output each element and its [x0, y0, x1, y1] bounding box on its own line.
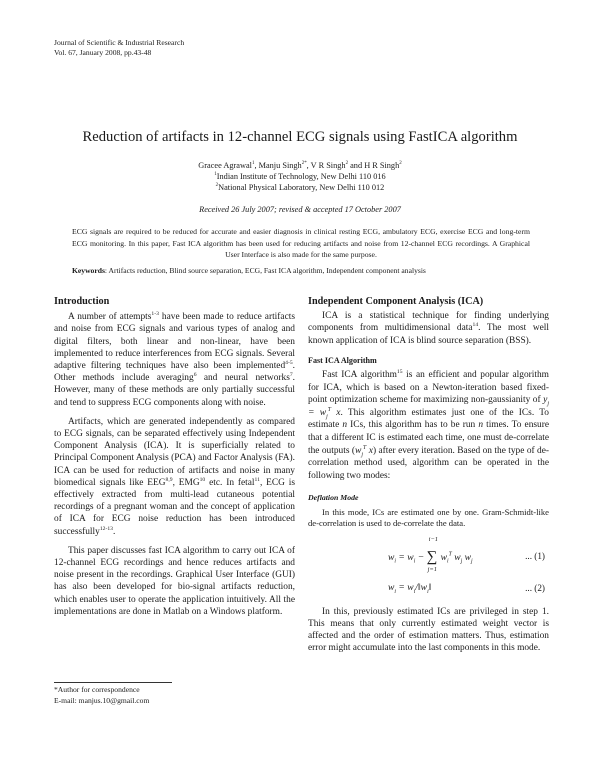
text-run: have been made to reduce artifacts and noise from ECG signals and various types of analog and digital filters, both linear and non-linear, have been implemented to reduce interferences from ECG signals. Several adaptive filtering techniques have also been implemented	[54, 312, 295, 372]
sum-block	[426, 535, 441, 573]
math-sub: i	[427, 588, 429, 595]
math-symbol: −	[415, 551, 427, 563]
fastica-heading: Fast ICA Algorithm	[308, 355, 377, 365]
math-symbol: = w	[396, 551, 414, 563]
equation-2-number: ... (2)	[525, 582, 545, 593]
author-name: Manju Singh	[258, 161, 302, 170]
inline-expression	[355, 445, 373, 456]
citation: 7	[289, 372, 293, 379]
author-name: V R Singh	[310, 161, 346, 170]
math-symbol: w	[462, 551, 472, 563]
math-symbol: w	[388, 581, 395, 593]
citation: 6	[193, 372, 197, 379]
footnote-correspondence: *Author for correspondence	[54, 685, 140, 694]
text-run: . Other methods include averaging	[54, 361, 295, 384]
text-run: times. To ensure that a different IC is estimated each time, one must de-correlate the outputs (	[308, 420, 550, 456]
math-sub: i	[446, 558, 449, 565]
deflation-paragraph-1: In this mode, ICs are estimated one by one. Gram-Schmidt-like de-correlation is used to de-correlate the data.	[308, 506, 549, 529]
math-sup: T	[327, 406, 331, 413]
intro-paragraph-1	[54, 311, 295, 409]
received-date: Received 26 July 2007; revised & accepted 17 October 2007	[199, 205, 401, 214]
authors-block	[0, 160, 600, 193]
sum-lower: j=1	[427, 565, 438, 573]
math-sub: i	[413, 558, 416, 565]
text-run: ICs, this algorithm has to be run	[347, 420, 479, 431]
math-symbol: w	[388, 551, 395, 563]
text-run: , EMG	[172, 477, 200, 488]
citation: 12-13	[99, 525, 113, 532]
equation-1-number: ... (1)	[525, 550, 545, 561]
author-list	[0, 160, 600, 171]
intro-paragraph-2	[54, 416, 295, 538]
deflation-paragraph-2: In this, previously estimated ICs are privileged in step 1. This means that only currently estimated weight vector is affected and the order of estimation matters. Thus, estimation error might accumulate into the last components in this mode.	[308, 606, 549, 654]
math-symbol: w	[440, 551, 447, 563]
text-run: etc. In fetal	[205, 477, 255, 488]
text-run: is an efficient and popular algorithm for ICA, which is based on a Newton-iteration based fixed-point optimization scheme for maximizing non-gaussianity of	[308, 370, 549, 406]
author-sep: ,	[306, 161, 311, 170]
introduction-heading: Introduction	[54, 296, 110, 307]
affiliation-text: Indian Institute of Technology, New Delhi 110 016	[216, 172, 386, 181]
author-sup: 1	[251, 161, 255, 167]
ica-heading: Independent Component Analysis (ICA)	[308, 296, 484, 307]
text-run: ) after every iteration. Based on the type of de-correlation method used, algorithm can be operated in the following two modes:	[308, 445, 550, 481]
math-sub: i	[413, 588, 416, 595]
text-run: . However, many of these methods are only partially successful and tend to suppress ECG components along with noise.	[54, 373, 295, 408]
math-symbol: ‖	[428, 581, 432, 593]
author-sep: ,	[254, 161, 259, 170]
math-symbol: /‖w	[415, 581, 428, 593]
text-run: ICA is a statistical technique for finding underlying components from multidimensional data	[308, 311, 549, 334]
footnote	[54, 685, 149, 706]
paper-title: Reduction of artifacts in 12-channel ECG signals using FastICA algorithm	[82, 129, 518, 145]
math-symbol: = w	[308, 406, 327, 418]
math-symbol: x	[330, 406, 341, 418]
math-symbol: = w	[396, 581, 414, 593]
math-symbol: n	[478, 420, 483, 431]
author-sep: and	[348, 161, 365, 170]
keywords	[72, 266, 426, 275]
math-sub: j	[547, 401, 549, 408]
abstract: ECG signals are required to be reduced for accurate and easier diagnosis in clinical resting ECG, ambulatory ECG, exercise ECG and long-term ECG monitoring. In this paper, Fast ICA algorithm has been used for reducing artifacts and noise from 12-channel ECG recordings. A Graphical User Interface is also made for the same purpose.	[72, 227, 530, 259]
math-symbol: w	[451, 551, 461, 563]
text-run: .	[112, 526, 116, 537]
math-symbol: x	[366, 444, 373, 456]
keywords-label: Keywords	[72, 266, 105, 275]
citation: 15	[396, 368, 403, 375]
text-run: A number of attempts	[68, 312, 152, 323]
journal-name: Journal of Scientific & Industrial Research	[54, 38, 185, 47]
intro-paragraph-3: This paper discusses fast ICA algorithm to carry out ICA of 12-channel ECG recordings and hence reduces artifacts and noise present in the recordings. Graphical User Interface (GUI) has also been developed for bio-signal artifacts reduction, which enables user to operate the application intuitively. All the implementations are done in Matlab on a Windows platform.	[54, 545, 295, 617]
author-name: H R Singh	[364, 161, 400, 170]
footnote-rule	[54, 682, 172, 683]
math-symbol: y	[543, 394, 548, 406]
sigma-icon: ∑	[426, 548, 438, 565]
deflation-heading: Deflation Mode	[308, 493, 359, 503]
sum-upper: i−1	[428, 535, 439, 543]
citation: 10	[199, 476, 206, 483]
journal-header	[54, 38, 184, 58]
math-sub: i	[394, 588, 397, 595]
equation-2	[308, 582, 549, 598]
citation: 14	[472, 322, 479, 329]
math-sub: i	[394, 558, 397, 565]
fastica-paragraph	[308, 369, 549, 482]
author-sup: 2	[399, 161, 402, 167]
math-sub: j	[326, 413, 328, 420]
text-run: . This algorithm estimates just one of the ICs. To estimate	[308, 407, 549, 431]
citation: 11	[254, 476, 260, 483]
equation-1-body	[388, 535, 473, 573]
math-sub: j	[361, 451, 364, 458]
affiliation-sup: 2	[215, 183, 219, 189]
affiliation-sup: 1	[214, 172, 217, 178]
text-run: and neural networks	[196, 373, 290, 384]
math-sup: T	[448, 551, 452, 558]
text-run: Artifacts, which are generated independently as compared to ECG signals, can be separated effectively using Independent Component Analysis (ICA). It is superficially related to Principal Component Analysis (PCA) and Factor Analysis (FA). ICA can be used for reduction of artifacts and noise in many biomedical signals like EEG	[54, 416, 295, 488]
text-run: . The most well known application of ICA is blind source separation (BSS).	[308, 323, 550, 346]
citation: 1-3	[151, 311, 159, 318]
footnote-email: E-mail: manjus.10@gmail.com	[54, 695, 150, 705]
math-symbol: w	[355, 444, 362, 456]
author-name: Gracee Agrawal	[198, 161, 252, 170]
affiliation-text: National Physical Laboratory, New Delhi 110 012	[218, 183, 385, 192]
affiliation	[0, 182, 600, 193]
left-column	[54, 296, 295, 618]
equation-2-body	[388, 582, 431, 594]
citation: 4-5	[285, 359, 293, 366]
author-sup: 2	[345, 161, 349, 167]
math-sub: j	[471, 558, 473, 565]
citation: 8,9	[165, 476, 173, 483]
journal-issue: Vol. 67, January 2008, pp.43-48	[54, 48, 152, 57]
math-sup: T	[363, 444, 367, 451]
right-column	[308, 296, 549, 654]
affiliation	[0, 171, 600, 182]
text-run: , ECG is effectively extracted from multi-lead cutaneous potential recordings of a pregnant woman and the concept of application of ICA for ECG noise reduction has been introduced successfully	[54, 477, 295, 537]
keywords-text: : Artifacts reduction, Blind source separation, ECG, Fast ICA algorithm, Independent component analysis	[104, 266, 426, 275]
math-symbol: n	[342, 420, 348, 431]
author-sup: 2*	[301, 161, 307, 167]
math-sub: j	[460, 558, 463, 565]
equation-1	[308, 535, 549, 574]
text-run: Fast ICA algorithm	[322, 370, 397, 381]
ica-paragraph	[308, 310, 549, 347]
